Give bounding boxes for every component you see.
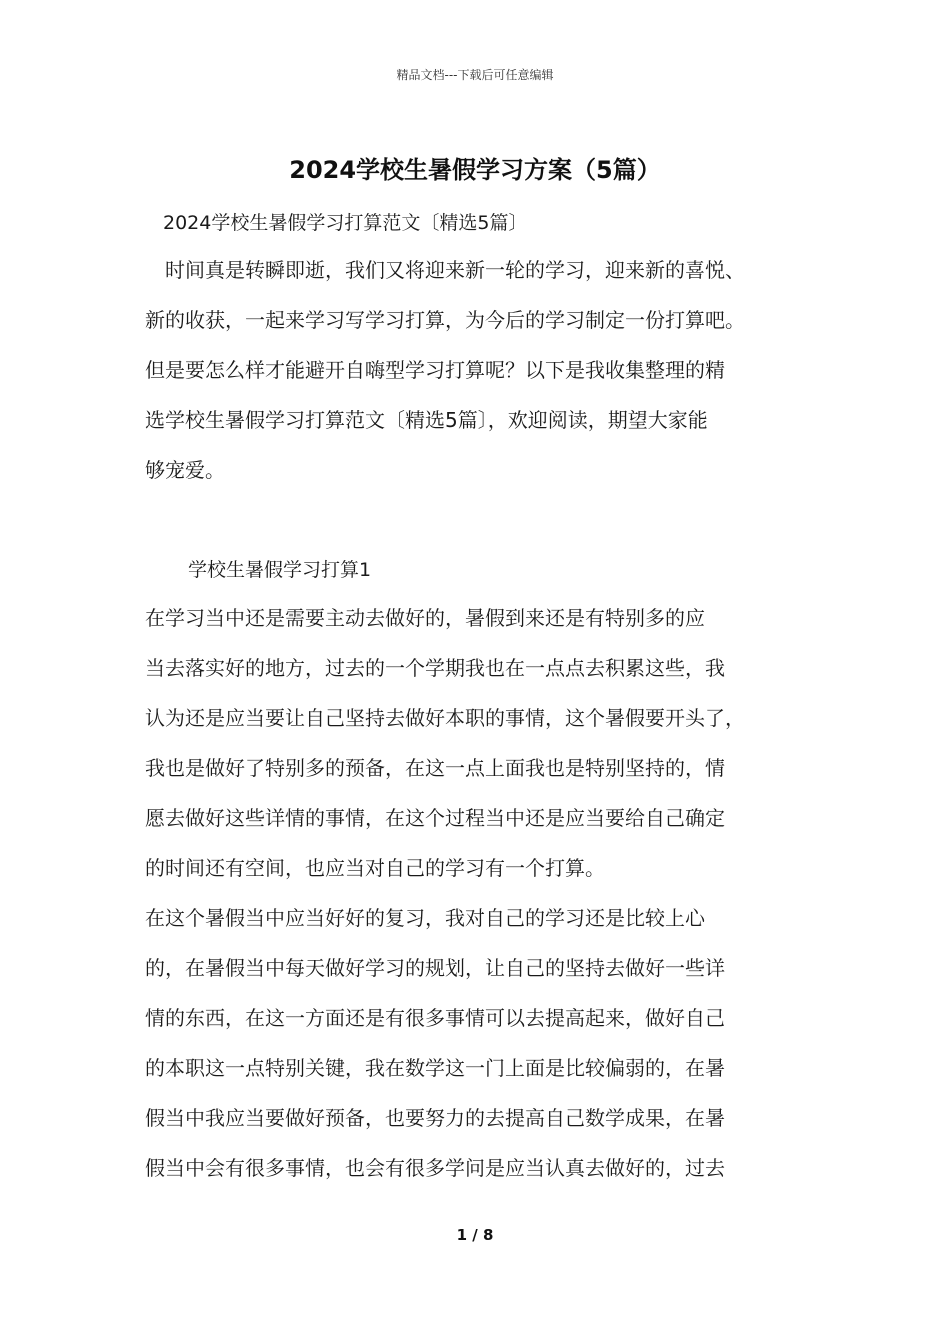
text-line: 的本职这一点特别关键，我在数学这一门上面是比较偏弱的，在暑 — [145, 1056, 725, 1080]
page-header: 精品文档---下载后可任意编辑 — [396, 68, 554, 82]
text-line: 愿去做好这些详情的事情，在这个过程当中还是应当要给自己确定 — [145, 806, 725, 830]
intro-paragraph — [145, 245, 825, 495]
text-line: 在学习当中还是需要主动去做好的，暑假到来还是有特别多的应 — [145, 606, 705, 630]
body-paragraph-2 — [145, 893, 825, 1193]
text-line: 我也是做好了特别多的预备，在这一点上面我也是特别坚持的，情 — [145, 756, 725, 780]
text-line: 时间真是转瞬即逝，我们又将迎来新一轮的学习，迎来新的喜悦、 — [145, 258, 745, 282]
text-line: 当去落实好的地方，过去的一个学期我也在一点点去积累这些，我 — [145, 656, 725, 680]
text-line: 选学校生暑假学习打算范文〔精选5篇〕，欢迎阅读，期望大家能 — [145, 408, 708, 432]
document-title: 2024学校生暑假学习方案（5篇） — [289, 156, 661, 184]
text-line: 在这个暑假当中应当好好的复习，我对自己的学习还是比较上心 — [145, 906, 705, 930]
text-line: 新的收获，一起来学习写学习打算，为今后的学习制定一份打算吧。 — [145, 308, 745, 332]
text-line: 认为还是应当要让自己坚持去做好本职的事情，这个暑假要开头了， — [145, 706, 745, 730]
text-line: 假当中会有很多事情，也会有很多学问是应当认真去做好的，过去 — [145, 1156, 725, 1180]
text-line: 够宠爱。 — [145, 458, 225, 482]
text-line: 但是要怎么样才能避开自嗨型学习打算呢？以下是我收集整理的精 — [145, 358, 725, 382]
body-paragraph-1 — [145, 593, 825, 893]
document-subtitle: 2024学校生暑假学习打算范文〔精选5篇〕 — [163, 212, 528, 234]
page-number: 1 / 8 — [456, 1226, 494, 1244]
text-line: 假当中我应当要做好预备，也要努力的去提高自己数学成果，在暑 — [145, 1106, 725, 1130]
text-line: 情的东西，在这一方面还是有很多事情可以去提高起来，做好自己 — [145, 1006, 725, 1030]
text-line: 的，在暑假当中每天做好学习的规划，让自己的坚持去做好一些详 — [145, 956, 725, 980]
text-line: 的时间还有空间，也应当对自己的学习有一个打算。 — [145, 856, 605, 880]
section-heading: 学校生暑假学习打算1 — [188, 559, 372, 581]
